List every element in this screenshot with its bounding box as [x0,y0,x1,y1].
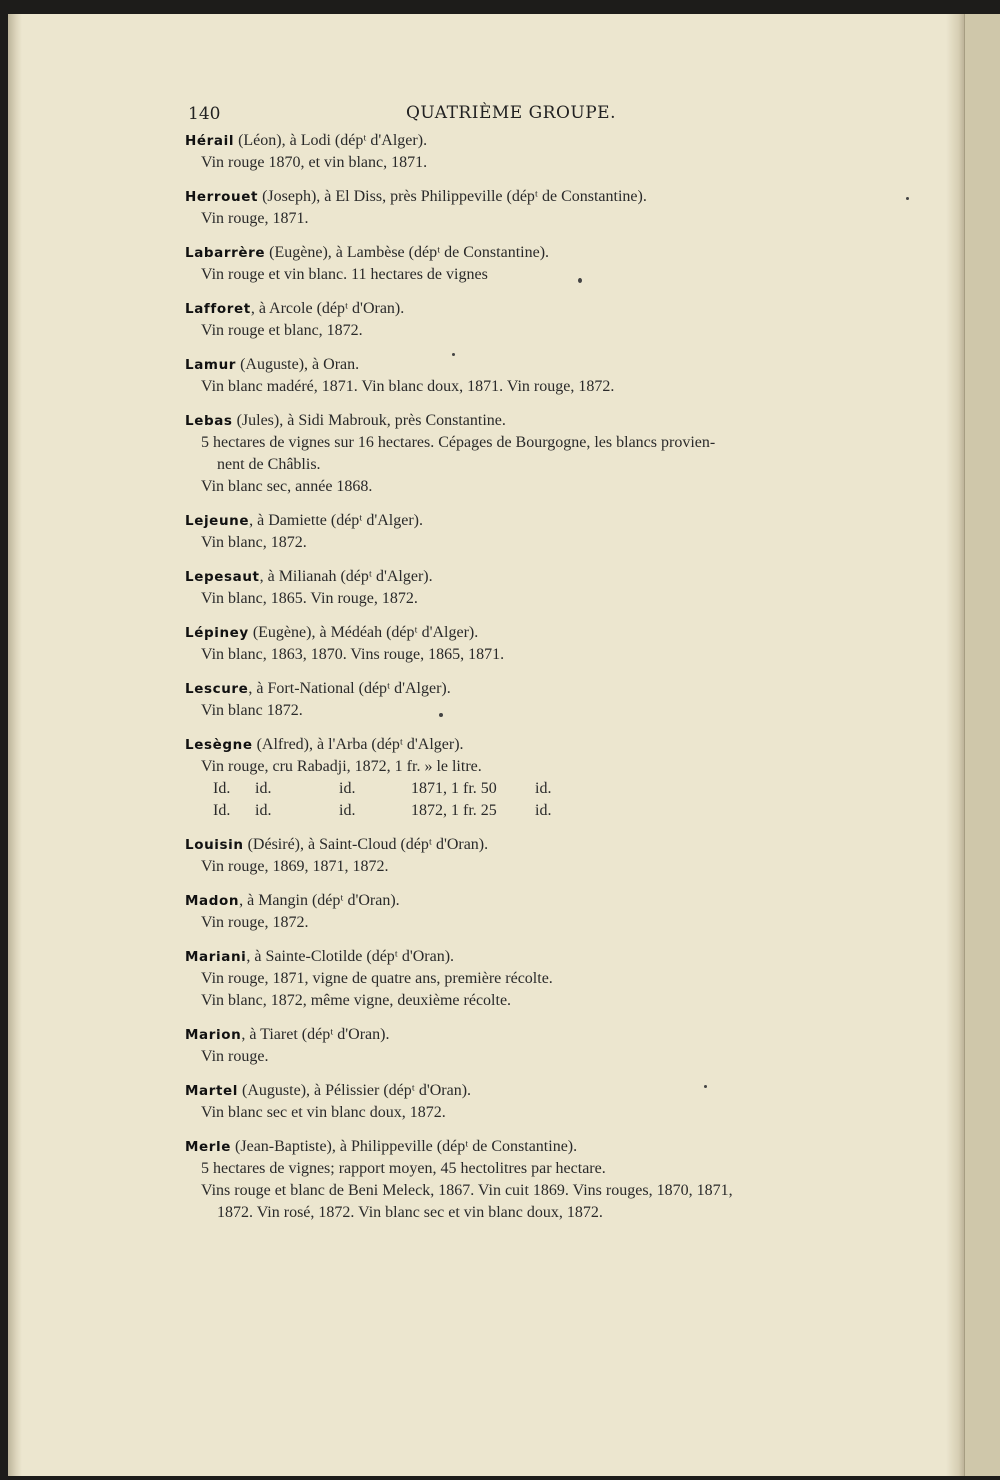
entry-location: (Auguste), à Oran. [236,356,360,373]
entry-location: , à Milianah (dépᵗ d'Alger). [259,568,433,585]
entry-line: 5 hectares de vignes sur 16 hectares. Cépages de Bourgogne, les blancs provien- [201,434,716,451]
entry-line: Vins rouge et blanc de Beni Meleck, 1867. Vin cuit 1869. Vins rouges, 1870, 1871, [201,1182,733,1199]
entry [185,834,875,878]
entry-line: Vin rouge. [201,1048,269,1065]
entry-continuation: 1872. Vin rosé, 1872. Vin blanc sec et vin blanc doux, 1872. [217,1204,603,1221]
running-head: QUATRIÈME GROUPE. [406,103,616,123]
price-cell: id. [255,780,272,797]
entry-location: (Désiré), à Saint-Cloud (dépᵗ d'Oran). [243,836,489,853]
entry-location: , à Damiette (dépᵗ d'Alger). [249,512,423,529]
price-cell: Id. [213,802,231,819]
price-cell: id. [535,802,552,819]
entry-line: Vin blanc sec, année 1868. [201,478,373,495]
entry-name: Hérail [185,133,235,149]
price-cell: id. [339,802,356,819]
entry-name: Lejeune [185,513,250,529]
price-cell: id. [255,802,272,819]
entry [185,1024,875,1068]
entry [185,946,875,1012]
entry-location: (Eugène), à Lambèse (dépᵗ de Constantine). [265,244,550,261]
entry [185,298,875,342]
entry-line: Vin rouge, 1872. [201,914,309,931]
entry-name: Lafforet [185,301,251,317]
entry-line: Vin rouge et vin blanc. 11 hectares de vignes [201,266,488,283]
entry-line: Vin rouge, 1871, vigne de quatre ans, première récolte. [201,970,553,987]
entry-name: Labarrère [185,245,266,261]
entry-name: Martel [185,1083,239,1099]
price-cell: 1872, 1 fr. 25 [411,802,497,819]
entry-location: , à Fort-National (dépᵗ d'Alger). [248,680,451,697]
entry [185,354,875,398]
entry [185,622,875,666]
entry-line: Vin blanc, 1865. Vin rouge, 1872. [201,590,418,607]
entry-name: Lesègne [185,737,253,753]
entry-location: (Joseph), à El Diss, près Philippeville (dépᵗ de Constantine). [258,188,647,205]
entry-location: (Léon), à Lodi (dépᵗ d'Alger). [234,132,428,149]
entry-name: Herrouet [185,189,259,205]
entry-line: Vin blanc, 1863, 1870. Vins rouge, 1865, 1871. [201,646,505,663]
entry-name: Merle [185,1139,232,1155]
entry-name: Lepesaut [185,569,260,585]
page-number: 140 [188,104,221,124]
entry-location: (Jules), à Sidi Mabrouk, près Constantine. [232,412,506,429]
ink-speck [704,1085,707,1088]
entry-line: Vin rouge, 1869, 1871, 1872. [201,858,389,875]
entry-list [185,130,875,1236]
entry-name: Lescure [185,681,249,697]
entry-line: Vin blanc, 1872. [201,534,307,551]
entry-name: Louisin [185,837,244,853]
price-row [199,778,875,800]
entry-line: Vin blanc, 1872, même vigne, deuxième récolte. [201,992,512,1009]
entry [185,130,875,174]
ink-speck [439,713,443,717]
entry-line: Vin rouge, cru Rabadji, 1872, 1 fr. » le litre. [201,758,482,775]
price-cell: Id. [213,780,231,797]
price-row [199,800,875,822]
entry-line: Vin blanc madéré, 1871. Vin blanc doux, 1871. Vin rouge, 1872. [201,378,615,395]
entry-location: (Eugène), à Médéah (dépᵗ d'Alger). [248,624,479,641]
price-cell: 1871, 1 fr. 50 [411,780,497,797]
price-cell: id. [339,780,356,797]
entry-line: Vin rouge 1870, et vin blanc, 1871. [201,154,428,171]
entry [185,186,875,230]
entry-name: Marion [185,1027,242,1043]
entry-line: Vin rouge, 1871. [201,210,309,227]
entry [185,510,875,554]
ink-speck [452,353,455,356]
entry-name: Madon [185,893,240,909]
entry-location: (Auguste), à Pélissier (dépᵗ d'Oran). [238,1082,472,1099]
entry [185,410,875,498]
entry [185,678,875,722]
entry-lesegne [185,734,875,822]
entry-line: 5 hectares de vignes; rapport moyen, 45 hectolitres par hectare. [201,1160,606,1177]
entry [185,242,875,286]
entry-location: , à Arcole (dépᵗ d'Oran). [250,300,405,317]
entry-location: (Jean-Baptiste), à Philippeville (dépᵗ de Constantine). [231,1138,578,1155]
entry-location: , à Tiaret (dépᵗ d'Oran). [241,1026,390,1043]
page-edge [964,14,1000,1476]
entry-location: , à Sainte-Clotilde (dépᵗ d'Oran). [246,948,455,965]
entry [185,1080,875,1124]
entry-name: Lamur [185,357,237,373]
entry-continuation: nent de Châblis. [217,456,321,473]
ink-speck [578,278,582,283]
entry [185,890,875,934]
ink-speck [906,197,909,200]
entry-name: Mariani [185,949,247,965]
price-cell: id. [535,780,552,797]
entry [185,1136,875,1224]
entry-location: , à Mangin (dépᵗ d'Oran). [239,892,400,909]
entry [185,566,875,610]
entry-line: Vin blanc sec et vin blanc doux, 1872. [201,1104,446,1121]
entry-line: Vin rouge et blanc, 1872. [201,322,363,339]
entry-name: Lebas [185,413,233,429]
entry-location: (Alfred), à l'Arba (dépᵗ d'Alger). [252,736,464,753]
entry-name: Lépiney [185,625,249,641]
price-table [185,778,875,822]
entry-line: Vin blanc 1872. [201,702,303,719]
